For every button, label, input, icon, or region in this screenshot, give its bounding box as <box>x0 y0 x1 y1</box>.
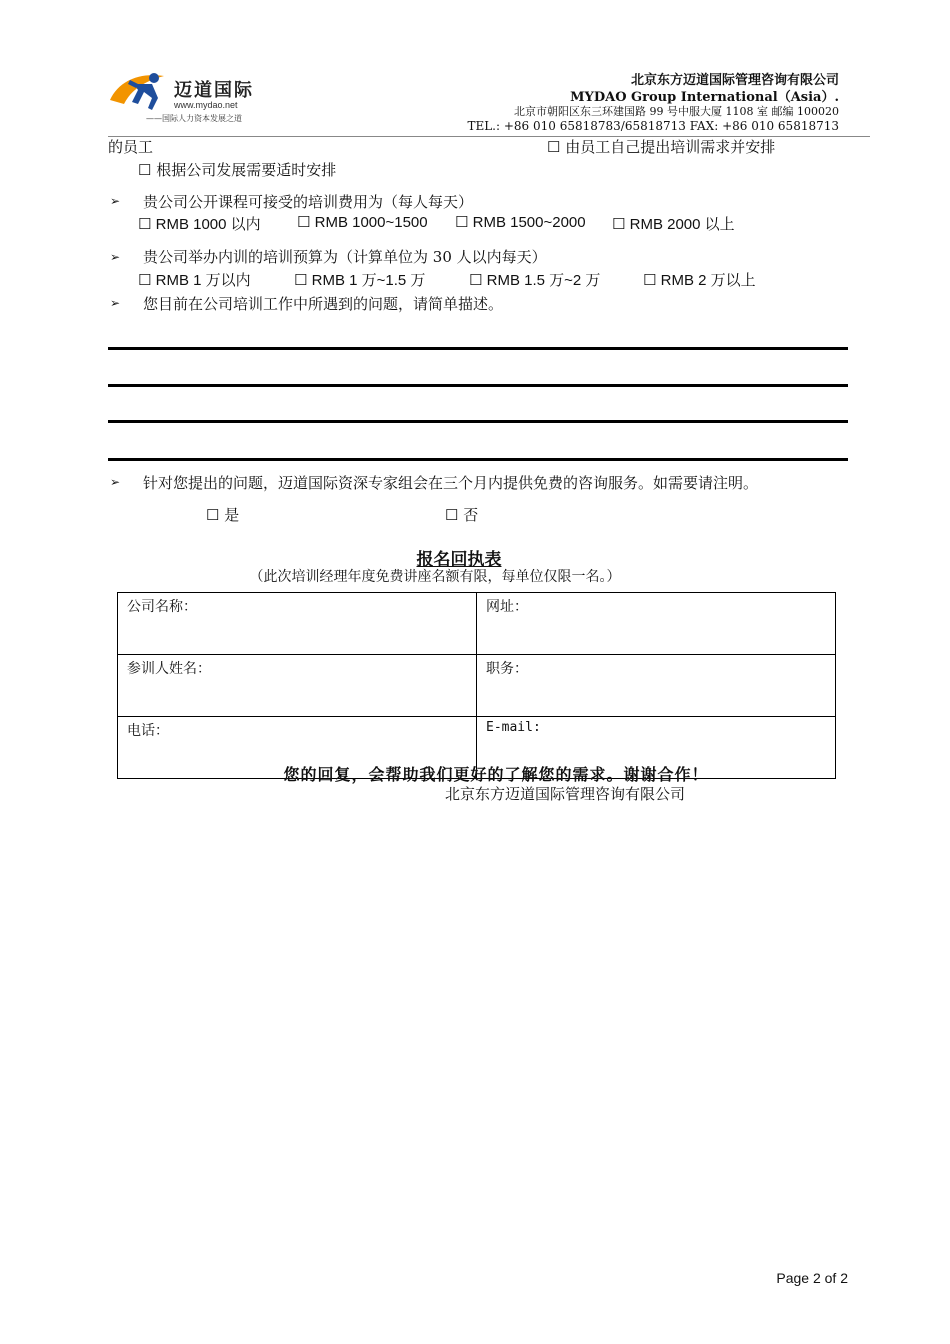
budget-option-1[interactable]: ☐ RMB 1 万以内 <box>138 272 251 289</box>
page-number: Page 2 of 2 <box>776 1270 848 1286</box>
fee-option-4[interactable]: ☐ RMB 2000 以上 <box>612 216 735 233</box>
reply-form-table <box>117 592 836 779</box>
reply-form-title: 报名回执表 <box>416 550 502 570</box>
budget-option-3[interactable]: ☐ RMB 1.5 万~2 万 <box>469 272 601 289</box>
budget-option-2[interactable]: ☐ RMB 1 万~1.5 万 <box>294 272 426 289</box>
answer-line-2[interactable] <box>108 384 848 387</box>
question-inhouse-budget: 贵公司举办内训的培训预算为（计算单位为 30 人以内每天） <box>143 248 547 266</box>
field-participant-name[interactable]: 参训人姓名： <box>118 655 477 717</box>
bullet-icon: ➢ <box>110 296 121 310</box>
option-yes[interactable]: ☐ 是 <box>206 506 240 524</box>
field-website[interactable]: 网址： <box>477 593 836 655</box>
company-logo <box>108 70 258 126</box>
option-employee-request[interactable]: ☐ 由员工自己提出培训需求并安排 <box>547 138 776 156</box>
bullet-icon: ➢ <box>110 250 121 264</box>
header-company-en: MYDAO Group International（Asia）. <box>570 90 839 105</box>
question-training-fee: 贵公司公开课程可接受的培训费用为（每人每天） <box>143 193 474 211</box>
reply-form-note: （此次培训经理年度免费讲座名额有限，每单位仅限一名。） <box>249 569 621 585</box>
thanks-message: 您的回复，会帮助我们更好的了解您的需求。谢谢合作！ <box>283 765 709 784</box>
logo-url: www.mydao.net <box>174 100 238 110</box>
answer-line-3[interactable] <box>108 420 848 423</box>
fee-option-1[interactable]: ☐ RMB 1000 以内 <box>138 216 261 233</box>
field-phone[interactable]: 电话： <box>118 717 477 779</box>
field-company-name[interactable]: 公司名称： <box>118 593 477 655</box>
answer-line-4[interactable] <box>108 458 848 461</box>
continued-text-left: 的员工 <box>108 138 154 156</box>
question-training-problems: 您目前在公司培训工作中所遇到的问题，请简单描述。 <box>143 295 504 313</box>
field-email[interactable]: E-mail: <box>477 717 836 779</box>
question-free-consulting: 针对您提出的问题，迈道国际资深专家组会在三个月内提供免费的咨询服务。如需要请注明。 <box>143 474 759 492</box>
header-contact: TEL.: +86 010 65818783/65818713 FAX: +86 010 65818713 <box>467 119 839 133</box>
bullet-icon: ➢ <box>110 194 121 208</box>
logo-slogan: ——国际人力资本发展之道 <box>146 114 242 123</box>
option-company-development[interactable]: ☐ 根据公司发展需要适时安排 <box>138 161 337 179</box>
answer-line-1[interactable] <box>108 347 848 350</box>
header-company-cn: 北京东方迈道国际管理咨询有限公司 <box>630 73 839 88</box>
bullet-icon: ➢ <box>110 475 121 489</box>
header-address: 北京市朝阳区东三环建国路 99 号中服大厦 1108 室 邮编 100020 <box>514 105 839 118</box>
fee-option-3[interactable]: ☐ RMB 1500~2000 <box>455 214 586 231</box>
logo-name: 迈道国际 <box>174 80 254 101</box>
fee-option-2[interactable]: ☐ RMB 1000~1500 <box>297 214 428 231</box>
logo-figure-icon <box>108 70 170 112</box>
option-no[interactable]: ☐ 否 <box>445 506 479 524</box>
budget-option-4[interactable]: ☐ RMB 2 万以上 <box>643 272 756 289</box>
footer-company: 北京东方迈道国际管理咨询有限公司 <box>445 785 686 803</box>
field-job-title[interactable]: 职务： <box>477 655 836 717</box>
